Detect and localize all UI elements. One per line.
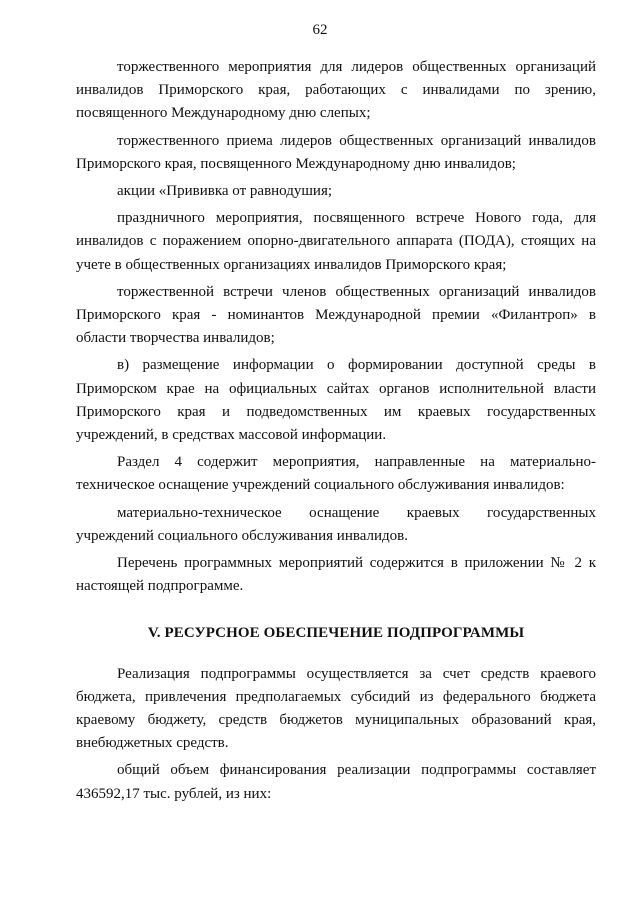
paragraph: Раздел 4 содержит мероприятия, направленные на материально-техническое оснащение учреждений социального обслуживания инвалидов: [76, 454, 596, 494]
paragraph: акции «Прививка от равнодушия; [117, 183, 333, 200]
document-body [76, 56, 596, 810]
paragraph: торжественного мероприятия для лидеров общественных организаций инвалидов Приморского края, работающих с инвалидами по зрению, посвященного Международному дню слепых; [76, 59, 596, 122]
paragraph: в) размещение информации о формировании доступной среды в Приморском крае на официальных сайтах органов исполнительной власти Приморского края и подведомственных им краевых государственных учреждений, в средствах массовой информации. [76, 357, 596, 444]
paragraph: праздничного мероприятия, посвященного встрече Нового года, для инвалидов с поражением опорно-двигательного аппарата (ПОДА), стоящих на учете в общественных организациях инвалидов Приморского края; [76, 210, 596, 273]
paragraph: материально-техническое оснащение краевых государственных учреждений социального обслуживания инвалидов. [76, 504, 596, 544]
paragraph: Реализация подпрограммы осуществляется за счет средств краевого бюджета, привлечения предполагаемых субсидий из федерального бюджета краевому бюджету, средств бюджетов муниципальных образований края, внебюджетных средств. [76, 665, 596, 752]
paragraph: торжественного приема лидеров общественных организаций инвалидов Приморского края, посвященного Международному дню инвалидов; [76, 132, 596, 172]
paragraph: торжественной встречи членов общественных организаций инвалидов Приморского края - номинантов Международной премии «Филантроп» в области творчества инвалидов; [76, 283, 596, 347]
page-number: 62 [312, 22, 328, 38]
paragraph: общий объем финансирования реализации подпрограммы составляет 436592,17 тыс. рублей, из них: [76, 762, 596, 802]
paragraph: Перечень программных мероприятий содержится в приложении № 2 к настоящей подпрограмме. [76, 555, 596, 595]
section-heading: V. РЕСУРСНОЕ ОБЕСПЕЧЕНИЕ ПОДПРОГРАММЫ [147, 625, 525, 642]
